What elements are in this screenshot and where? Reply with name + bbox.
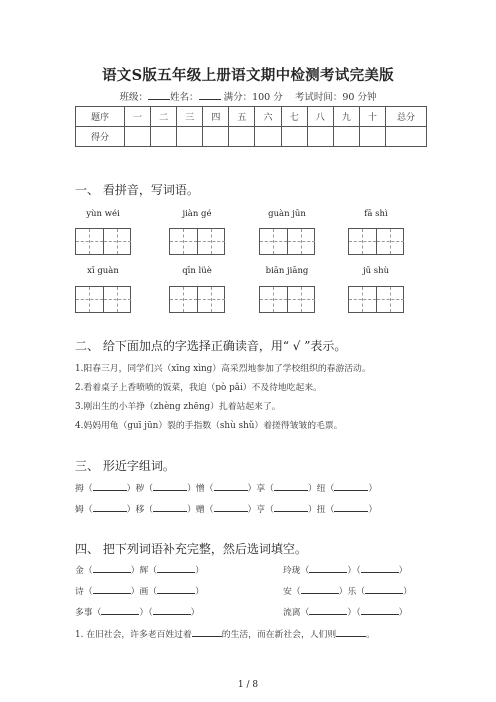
score-header-cell: 总分 [386, 107, 427, 127]
score-header-cell: 七 [281, 107, 307, 127]
q3-row-2: 姆（ ）移（ ）赠（ ）亨（ ）扭（ ） [75, 505, 378, 515]
q4-sentence-part: 的生活，而在新社会，人们则 [221, 630, 337, 640]
q3-blank[interactable] [334, 503, 368, 512]
q2-item: 3.刚出生的小羊挣（zhèng zhēng）扎着站起来了。 [75, 402, 281, 412]
q3-blank[interactable] [214, 482, 248, 491]
q4-word: 多事 [75, 608, 93, 618]
q3-blank[interactable] [153, 503, 187, 512]
score-cell[interactable] [125, 127, 151, 147]
section-3-heading: 三、 形近字组词。 [75, 459, 175, 473]
score-header-cell: 九 [333, 107, 359, 127]
q2-item: 1.阳春三月，同学们兴（xīng xìng）高采烈地参加了学校组织的春游活动。 [75, 364, 371, 374]
class-blank[interactable] [148, 90, 170, 100]
q3-char: 赠 [195, 505, 205, 515]
q3-char: 纽 [316, 484, 326, 494]
q3-char: 憎 [195, 484, 205, 494]
writing-grid[interactable] [348, 228, 404, 255]
q2-item: 2.看着桌子上香喷喷的饭菜，我迫（pò pǎi）不及待地吃起来。 [75, 383, 322, 393]
score-cell[interactable] [203, 127, 229, 147]
score-header-cell: 六 [255, 107, 281, 127]
score-cell[interactable] [386, 127, 427, 147]
writing-grid[interactable] [169, 228, 225, 255]
q4-row-1-left: 金（ ）辉（ ） [75, 566, 204, 576]
q4-blank[interactable] [93, 564, 131, 573]
score-cell[interactable] [333, 127, 359, 147]
q3-char: 移 [135, 505, 145, 515]
q4-blank[interactable] [157, 564, 195, 573]
pinyin-label: yùn wéi [86, 209, 120, 219]
score-cell[interactable] [151, 127, 177, 147]
q3-char: 秽 [135, 484, 145, 494]
q4-sentence-blank[interactable] [336, 628, 366, 637]
writing-grid[interactable] [259, 286, 315, 313]
q3-blank[interactable] [334, 482, 368, 491]
score-cell[interactable] [229, 127, 255, 147]
exam-time: 考试时间：90 分钟 [294, 92, 377, 103]
q4-blank[interactable] [101, 606, 139, 615]
section-4-heading: 四、 把下列词语补充完整，然后选词填空。 [75, 542, 307, 556]
score-value-row [76, 127, 427, 147]
q3-blank[interactable] [274, 482, 308, 491]
q4-blank[interactable] [309, 606, 347, 615]
pinyin-label: xī guàn [87, 266, 119, 276]
q4-row-3-right: 流离（ ）（ ） [283, 608, 408, 618]
q3-blank[interactable] [214, 503, 248, 512]
q4-word: 金 [75, 566, 84, 576]
pinyin-label: qīn lüè [182, 266, 212, 276]
q4-word: 安 [283, 587, 292, 597]
score-cell[interactable] [281, 127, 307, 147]
page-number: 1 / 8 [237, 680, 259, 690]
writing-grid[interactable] [75, 228, 131, 255]
score-table [75, 106, 427, 147]
q4-row-2-right: 安（ ）乐（ ） [283, 587, 412, 597]
score-header-row [76, 107, 427, 127]
q3-blank[interactable] [153, 482, 187, 491]
score-cell[interactable] [307, 127, 333, 147]
pinyin-label: biān jiāng [265, 266, 309, 276]
q4-blank[interactable] [361, 606, 399, 615]
page-title: 语文S版五年级上册语文期中检测考试完美版 [102, 67, 394, 84]
writing-grid[interactable] [348, 286, 404, 313]
score-header-cell: 八 [307, 107, 333, 127]
q2-item: 4.妈妈用龟（guī jūn）裂的手指数（shù shǔ）着搓得皱皱的毛票。 [75, 421, 343, 431]
q4-row-2-left: 诗（ ）画（ ） [75, 587, 204, 597]
full-score: 满分：100 分 [223, 92, 283, 103]
q3-char: 享 [256, 484, 266, 494]
score-header-cell: 十 [359, 107, 385, 127]
q4-word: 辉 [139, 566, 149, 576]
q3-row-1: 拇（ ）秽（ ）憎（ ）享（ ）纽（ ） [75, 484, 378, 494]
score-cell[interactable] [177, 127, 203, 147]
pinyin-label: jiàn gé [182, 209, 212, 219]
class-label: 班级： [119, 92, 149, 103]
score-cell[interactable] [255, 127, 281, 147]
q4-blank[interactable] [309, 564, 347, 573]
writing-grid[interactable] [169, 286, 225, 313]
section-2-heading: 二、 给下面加点的字选择正确读音，用“ √ ”表示。 [75, 339, 347, 353]
q4-word: 画 [139, 587, 149, 597]
q4-word: 玲珑 [283, 566, 301, 576]
q4-word: 乐 [347, 587, 357, 597]
q4-blank[interactable] [157, 585, 195, 594]
q3-blank[interactable] [93, 503, 127, 512]
name-blank[interactable] [199, 90, 221, 100]
q4-sentence-blank[interactable] [192, 628, 222, 637]
pinyin-row-1 [75, 209, 435, 223]
score-cell[interactable] [359, 127, 385, 147]
q4-row-3-left: 多事（ ）（ ） [75, 608, 200, 618]
score-header-cell: 三 [177, 107, 203, 127]
q3-char: 拇 [75, 484, 84, 494]
q4-blank[interactable] [365, 585, 403, 594]
q3-char: 亨 [256, 505, 266, 515]
q3-blank[interactable] [93, 482, 127, 491]
q4-sentence [75, 627, 375, 640]
score-header-cell: 四 [203, 107, 229, 127]
q4-blank[interactable] [93, 585, 131, 594]
q4-word: 诗 [75, 587, 84, 597]
exam-meta [0, 89, 496, 103]
pinyin-label: fā shì [364, 209, 388, 219]
q3-blank[interactable] [274, 503, 308, 512]
q4-blank[interactable] [153, 606, 191, 615]
pinyin-label: jū shù [362, 266, 390, 276]
q4-sentence-part: 。 [366, 630, 375, 640]
score-row-label: 得分 [76, 127, 125, 147]
score-header-cell: 二 [151, 107, 177, 127]
q3-char: 姆 [75, 505, 84, 515]
q4-sentence-part: 1. 在旧社会，许多老百姓过着 [75, 630, 192, 640]
writing-grid[interactable] [259, 228, 315, 255]
score-header-cell: 题序 [76, 107, 125, 127]
score-header-cell: 五 [229, 107, 255, 127]
q4-blank[interactable] [301, 585, 339, 594]
pinyin-row-2 [75, 266, 435, 280]
q4-word: 流离 [283, 608, 301, 618]
q4-blank[interactable] [361, 564, 399, 573]
writing-grid[interactable] [75, 286, 131, 313]
q4-row-1-right: 玲珑（ ）（ ） [283, 566, 408, 576]
q3-char: 扭 [316, 505, 326, 515]
score-header-cell: 一 [125, 107, 151, 127]
name-label: 姓名： [170, 92, 199, 103]
section-1-heading: 一、 看拼音，写词语。 [75, 183, 199, 197]
pinyin-label: guàn jūn [268, 209, 306, 219]
